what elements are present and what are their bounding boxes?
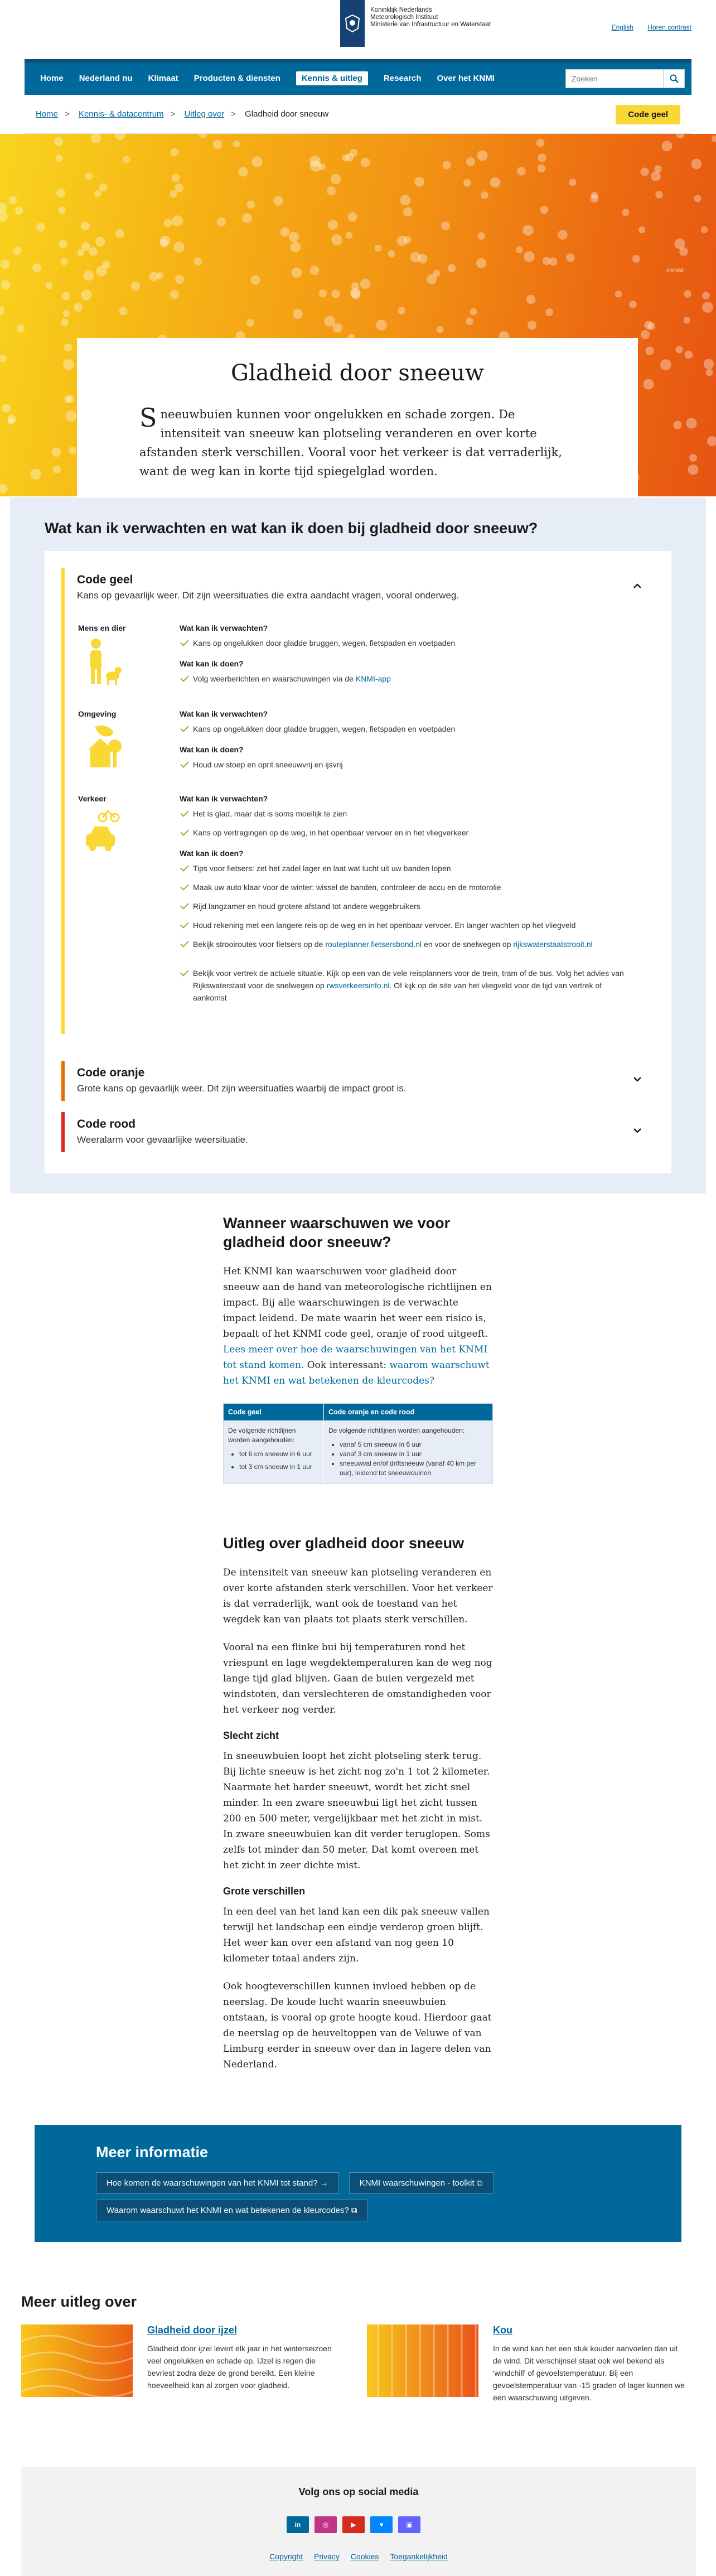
car-bike-icon <box>84 806 123 857</box>
verkeer-do-1: Tips voor fietsers: zet het zadel lager en laat wat lucht uit uw banden lopen <box>180 862 626 874</box>
mastodon-icon[interactable]: ▣ <box>398 2516 420 2533</box>
nav-klimaat[interactable]: Klimaat <box>148 74 178 83</box>
verkeer-q-do: Wat kan ik doen? <box>180 849 244 858</box>
lees-meer-link[interactable]: Lees meer over hoe de waarschuwingen van het KNMI tot stand komen. <box>223 1344 488 1371</box>
related-card-kou-title[interactable]: Kou <box>493 2324 512 2336</box>
footer-cookies-link[interactable]: Cookies <box>350 2552 379 2561</box>
nav-kennis[interactable]: Kennis & uitleg <box>296 71 368 85</box>
related-card-ijzel-title[interactable]: Gladheid door ijzel <box>147 2324 238 2336</box>
related-title: Meer uitleg over <box>21 2293 137 2310</box>
nav-over[interactable]: Over het KNMI <box>437 74 495 83</box>
youtube-icon[interactable]: ▶ <box>342 2516 365 2533</box>
omgeving-do-item: Houd uw stoep en oprit sneeuwvrij en ijsvrij <box>180 758 626 771</box>
fietsersbond-link[interactable]: routeplanner.fietsersbond.nl <box>325 940 422 949</box>
chevron-down-icon[interactable] <box>632 1125 642 1135</box>
knmi-logo[interactable] <box>340 0 491 47</box>
verkeer-label: Verkeer <box>78 794 107 803</box>
grote-p1: In een deel van het land kan een dik pak sneeuw vallen terwijl het landschap een eindje verderop groen blijft. Het weer kan over een afstand van nog geen 10 kilometer totaal anders zijn. <box>223 1906 490 1964</box>
more-info-title: Meer informatie <box>96 2144 209 2161</box>
rijkswaterstaat-link[interactable]: rijkswaterstaatstrooit.nl <box>513 940 593 949</box>
more-info-link-2[interactable]: KNMI waarschuwingen - toolkit ⧉ <box>349 2172 494 2194</box>
table-cell-oranje-rood: De volgende richtlijnen worden aangehouden: • vanaf 5 cm sneeuw in 6 uur • vanaf 3 cm sneeuw in 1 uur • sneeuwval en/of driftsneeuw (vanaf 40 km per uur), leidend tot sneeuwduinen <box>324 1420 492 1483</box>
code-geel-title: Code geel <box>77 573 133 586</box>
lead-paragraph: Sneeuwbuien kunnen voor ongelukken en schade zorgen. De intensiteit van sneeuw kan plotseling veranderen en over korte afstanden sterk verschillen. Vooral voor het verkeer is dat verraderlijk, want de weg kan in korte tijd spiegelglad worden. <box>139 403 562 478</box>
crumb-home[interactable]: Home <box>36 109 59 119</box>
expect-title: Wat kan ik verwachten en wat kan ik doen bij gladheid door sneeuw? <box>45 520 538 537</box>
code-geel-button[interactable]: Code geel <box>616 105 680 124</box>
code-oranje-title: Code oranje <box>77 1066 145 1079</box>
crest-icon <box>340 0 365 47</box>
verkeer-do-5: Bekijk strooiroutes voor fietsers op de routeplanner.fietsersbond.nl en voor de snelwegen op rijkswaterstaatstrooit.nl <box>180 938 626 950</box>
chevron-down-icon[interactable] <box>632 1074 642 1084</box>
related-card-kou-desc: In de wind kan het een stuk kouder aanvoelen dan uit de wind. Dit verschijnsel staat ook wel bekend als 'windchill' of gevoelstemperatuur. Bij een gevoelstemperatuur van -15 graden of lager kunnen we een waarschuwing uitgeven. <box>493 2344 685 2402</box>
grote-p2: Ook hoogteverschillen kunnen invloed hebben op de neerslag. De koude lucht waarin sneeuwbuien ontstaan, is vooral op grote hoogte koud. Hierdoor gaat de neerslag op de heuveltoppen van de Veluwe of van Limburg eerder in sneeuw over dan in lagere delen van Nederland. <box>223 1981 492 2070</box>
linkedin-icon[interactable]: in <box>287 2516 309 2533</box>
crumb-kennis[interactable]: Kennis- & datacentrum <box>78 109 164 119</box>
omgeving-q-expect: Wat kan ik verwachten? <box>180 709 268 718</box>
knmi-app-link[interactable]: KNMI-app <box>355 674 391 683</box>
uitleg-heading: Uitleg over gladheid door sneeuw <box>223 1535 465 1552</box>
english-link[interactable]: English <box>611 23 633 31</box>
when-paragraph: Het KNMI kan waarschuwen voor gladheid door sneeuw aan de hand van meteorologische richtlijnen en impact. Bij alle waarschuwingen is de verwachte impact leidend. De mate waarin het weer een risico is, bepaalt of het KNMI code geel, oranje of rood uitgeeft. Lees meer over hoe de waarschuwingen van het KNMI tot stand komen. Ook interessant: waarom waarschuwt het KNMI en wat betekenen de kleurcodes? <box>223 1266 492 1386</box>
org-line-2: Meteorologisch Instituut <box>370 14 438 21</box>
verkeer-do-6: Bekijk voor vertrek de actuele situatie. Kijk op een van de vele reisplanners voor de trein, tram of de bus. Volg het advies van Rijkswaterstaat voor de snelwegen op rwsverkeersinfo.nl. Of kijk op de site van het vliegveld voor de tijd van vertrek of aankomst <box>180 967 626 1004</box>
verkeer-expect-2: Kans op vertragingen op de weg, in het openbaar vervoer en in het vliegverkeer <box>180 827 626 839</box>
chevron-up-icon[interactable] <box>632 581 642 591</box>
crumb-current: Gladheid door sneeuw <box>245 109 329 119</box>
instagram-icon[interactable]: ◎ <box>315 2516 337 2533</box>
main-nav <box>25 59 691 95</box>
zicht-heading: Slecht zicht <box>223 1730 279 1741</box>
code-rood-title: Code rood <box>77 1118 136 1130</box>
footer-privacy-link[interactable]: Privacy <box>314 2552 340 2561</box>
criteria-table <box>223 1403 493 1484</box>
uitleg-p1: De intensiteit van sneeuw kan plotseling veranderen en over korte afstanden sterk verschillen. Voor het verkeer is dat verraderlijk, want ook de toestand van het wegdek kan van plaats tot plaats sterk verschillen. <box>223 1567 493 1625</box>
horen-contrast-link[interactable]: Horen contrast <box>647 23 691 31</box>
footer-toegankelijkheid-link[interactable]: Toegankelijkheid <box>390 2552 448 2561</box>
code-geel-desc: Kans op gevaarlijk weer. Dit zijn weersituaties die extra aandacht vragen, vooral onderweg. <box>77 590 459 601</box>
mens-q-do: Wat kan ik doen? <box>180 659 244 668</box>
social-title: Volg ons op social media <box>298 2486 419 2497</box>
mens-q-expect: Wat kan ik verwachten? <box>180 624 268 632</box>
hero-copyright: © KNMI <box>666 268 684 273</box>
related-card-kou[interactable] <box>367 2324 685 2402</box>
verkeer-do-3: Rijd langzamer en houd grotere afstand tot andere weggebruikers <box>180 900 626 912</box>
footer-copyright-link[interactable]: Copyright <box>269 2552 303 2561</box>
breadcrumb: Home > Kennis- & datacentrum > Uitleg over > Gladheid door sneeuw Code geel <box>25 99 691 134</box>
intro-card <box>77 338 638 497</box>
site-header <box>0 0 716 55</box>
expect-section <box>10 497 706 1193</box>
verkeer-do-2: Maak uw auto klaar voor de winter: wissel de banden, controleer de accu en de motorolie <box>180 881 626 893</box>
section-mens <box>78 624 636 702</box>
page-title: Gladheid door sneeuw <box>231 360 484 386</box>
section-omgeving <box>78 709 636 787</box>
verkeer-do-4: Houd rekening met een langere reis op de weg en in het openbaar vervoer. En langer wachten op het vliegveld <box>180 919 626 931</box>
warning-accordion <box>45 551 671 1173</box>
ijzel-image <box>21 2324 133 2397</box>
nav-home[interactable]: Home <box>40 74 64 83</box>
omgeving-label: Omgeving <box>78 709 117 718</box>
code-rood-item[interactable] <box>61 1112 655 1152</box>
related-card-ijzel[interactable] <box>21 2324 339 2397</box>
nav-nederland-nu[interactable]: Nederland nu <box>79 74 133 83</box>
table-cell-geel: De volgende richtlijnen worden aangehouden: • tot 6 cm sneeuw in 6 uur • tot 3 cm sneeuw in 1 uur <box>224 1420 324 1483</box>
org-line-1: Koninklijk Nederlands <box>370 7 432 13</box>
mens-label: Mens en dier <box>78 624 126 632</box>
verkeer-expect-1: Het is glad, maar dat is soms moeilijk te zien <box>180 808 626 820</box>
more-info-link-3[interactable]: Waarom waarschuwt het KNMI en wat betekenen de kleurcodes? ⧉ <box>96 2200 368 2221</box>
search-button[interactable] <box>664 69 685 88</box>
article-body <box>223 1214 493 2070</box>
verkeer-q-expect: Wat kan ik verwachten? <box>180 794 268 803</box>
kou-image <box>367 2324 478 2397</box>
nav-producten[interactable]: Producten & diensten <box>193 74 280 83</box>
code-rood-desc: Weeralarm voor gevaarlijke weersituatie. <box>77 1134 248 1145</box>
when-heading: Wanneer waarschuwen we voor gladheid door sneeuw? <box>223 1215 451 1250</box>
more-info-link-1[interactable]: Hoe komen de waarschuwingen van het KNMI tot stand? → <box>96 2172 339 2194</box>
bluesky-icon[interactable]: ♥ <box>370 2516 393 2533</box>
mens-expect-item: Kans op ongelukken door gladde bruggen, wegen, fietspaden en voetpaden <box>180 637 626 649</box>
search-icon <box>670 74 679 83</box>
table-header-geel: Code geel <box>224 1404 324 1420</box>
table-header-oranje-rood: Code oranje en code rood <box>328 1408 415 1416</box>
kleurcodes-link[interactable]: waarom waarschuwt het KNMI en wat betekenen de kleurcodes? <box>223 1360 490 1386</box>
grote-heading: Grote verschillen <box>223 1886 306 1897</box>
omgeving-expect-item: Kans op ongelukken door gladde bruggen, wegen, fietspaden en voetpaden <box>180 723 626 735</box>
code-oranje-item[interactable] <box>61 1061 655 1101</box>
omgeving-q-do: Wat kan ik doen? <box>180 745 244 754</box>
person-dog-icon <box>84 636 123 686</box>
uitleg-p2: Vooral na een flinke bui bij temperaturen rond het vriespunt en lage wegdektemperaturen kan de weg nog lange tijd glad blijven. Gaan de buien vergezeld met windstoten, dan verslechteren de omstandigheden voor het verkeer nog verder. <box>223 1642 492 1715</box>
more-info-block <box>35 2125 681 2242</box>
related-card-ijzel-desc: Gladheid door ijzel levert elk jaar in het winterseizoen veel ongelukken en schade op. IJzel is regen die bevriest zodra deze de grond bereikt. Een kleine hoeveelheid kan al zorgen voor gladheid. <box>147 2344 332 2390</box>
nav-research[interactable]: Research <box>383 74 422 83</box>
zicht-paragraph: In sneeuwbuien loopt het zicht plotseling sterk terug. Bij lichte sneeuw is het zicht nog zo'n 1 tot 2 kilometer. Naarmate het harder sneeuwt, wordt het zicht snel minder. In een zware sneeuwbui ligt het zicht tussen 200 en 500 meter, vergelijkbaar met het zicht in mist. In zware sneeuwbuien kan dit verder teruglopen. Soms zelfs tot minder dan 50 meter. Dat komt overeen met het zicht in zeer dichte mist. <box>223 1751 490 1871</box>
related-section <box>21 2293 696 2402</box>
house-tree-icon <box>84 722 123 772</box>
org-line-3: Ministerie van Infrastructuur en Waterstaat <box>370 21 491 28</box>
mens-do-item: Volg weerberichten en waarschuwingen via de KNMI-app <box>180 673 626 685</box>
crumb-uitleg[interactable]: Uitleg over <box>184 109 225 119</box>
section-verkeer <box>78 794 636 1040</box>
footer <box>21 2467 696 2576</box>
search-input[interactable]: Zoeken <box>565 69 664 88</box>
code-oranje-desc: Grote kans op gevaarlijk weer. Dit zijn weersituaties waarbij de impact groot is. <box>77 1083 407 1094</box>
rwsverkeersinfo-link[interactable]: rwsverkeersinfo.nl <box>326 981 390 990</box>
